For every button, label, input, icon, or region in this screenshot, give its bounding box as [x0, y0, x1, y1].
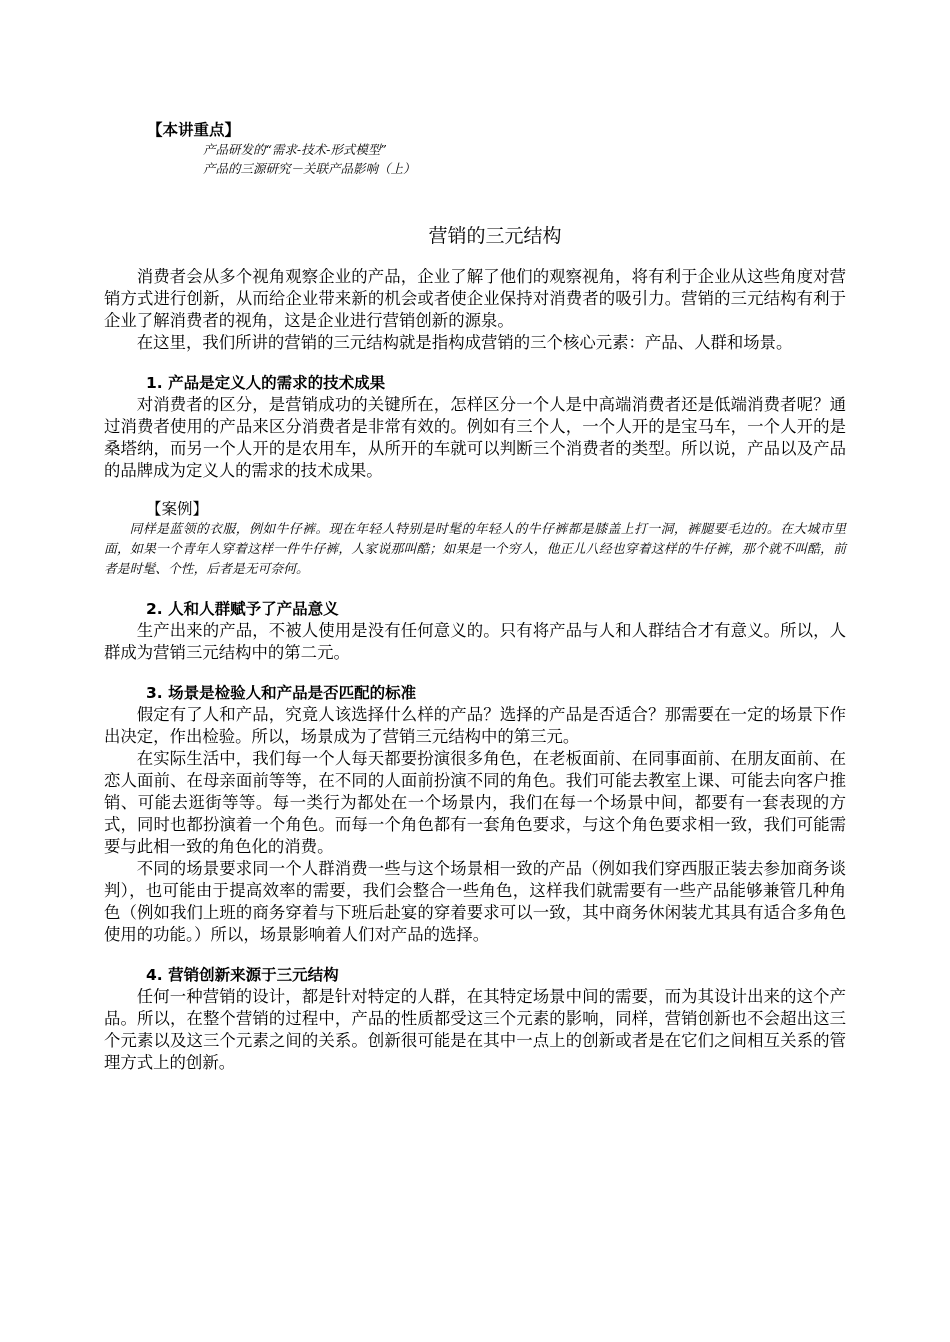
intro-paragraph: 在这里，我们所讲的营销的三元结构就是指构成营销的三个核心元素：产品、人群和场景。: [136, 333, 793, 352]
intro-paragraph: 消费者会从多个视角观察企业的产品，企业了解了他们的观察视角，将有利于企业从这些角度对营销方式进行创新，从而给企业带来新的机会或者使企业保持对消费者的吸引力。营销的三元结构有利于企业了解消费者的视角，这是企业进行营销创新的源泉。: [104, 267, 846, 330]
summary-item: 产品研发的“需求-技术-形式模型”: [203, 142, 387, 157]
summary-item: 产品的三源研究－关联产品影响（上）: [203, 161, 416, 176]
section-heading: 1. 产品是定义人的需求的技术成果: [146, 374, 386, 392]
article-body: [104, 266, 846, 1074]
case-heading: 【案例】: [146, 500, 209, 518]
section-paragraph: 不同的场景要求同一个人群消费一些与这个场景相一致的产品（例如我们穿西服正装去参加商务谈判），也可能由于提高效率的需要，我们会整合一些角色，这样我们就需要有一些产品能够兼管几种角色（例如我们上班的商务穿着与下班后赴宴的穿着要求可以一致，其中商务休闲装尤其具有适合多角色使用的功能。）所以，场景影响着人们对产品的选择。: [104, 859, 846, 944]
section-paragraph: 生产出来的产品，不被人使用是没有任何意义的。只有将产品与人和人群结合才有意义。所以，人群成为营销三元结构中的第二元。: [104, 621, 846, 662]
page-title: 营销的三元结构: [428, 225, 562, 247]
section-paragraph: 对消费者的区分，是营销成功的关键所在，怎样区分一个人是中高端消费者还是低端消费者呢？通过消费者使用的产品来区分消费者是非常有效的。例如有三个人，一个人开的是宝马车，一个人开的是桑塔纳，而另一个人开的是农用车，从所开的车就可以判断三个消费者的类型。所以说，产品以及产品的品牌成为定义人的需求的技术成果。: [104, 395, 846, 480]
section-heading: 4. 营销创新来源于三元结构: [146, 966, 339, 984]
summary-heading: 【本讲重点】: [147, 121, 241, 139]
section-paragraph: 任何一种营销的设计，都是针对特定的人群，在其特定场景中间的需要，而为其设计出来的这个产品。所以，在整个营销的过程中，产品的性质都受这三个元素的影响，同样，营销创新也不会超出这三个元素以及这三个元素之间的关系。创新很可能是在其中一点上的创新或者是在它们之间相互关系的管理方式上的创新。: [104, 987, 846, 1072]
case-text: 同样是蓝领的衣服，例如牛仔裤。现在年轻人特别是时髦的年轻人的牛仔裤都是膝盖上打一洞，裤腿要毛边的。在大城市里面，如果一个青年人穿着这样一件牛仔裤，人家说那叫酷；如果是一个穷人，他正儿八经也穿着这样的牛仔裤，那个就不叫酷，前者是时髦、个性，后者是无可奈何。: [104, 522, 846, 577]
section-heading: 3. 场景是检验人和产品是否匹配的标准: [146, 684, 417, 702]
section-paragraph: 在实际生活中，我们每一个人每天都要扮演很多角色，在老板面前、在同事面前、在朋友面前、在恋人面前、在母亲面前等等，在不同的人面前扮演不同的角色。我们可能去教室上课、可能去向客户推销、可能去逛街等等。每一类行为都处在一个场景内，我们在每一个场景中间，都要有一套表现的方式，同时也都扮演着一个角色。而每一个角色都有一套角色要求，与这个角色要求相一致，我们可能需要与此相一致的角色化的消费。: [104, 749, 846, 856]
section-heading: 2. 人和人群赋予了产品意义: [146, 600, 339, 618]
section-paragraph: 假定有了人和产品，究竟人该选择什么样的产品？选择的产品是否适合？那需要在一定的场景下作出决定，作出检验。所以，场景成为了营销三元结构中的第三元。: [104, 705, 846, 746]
